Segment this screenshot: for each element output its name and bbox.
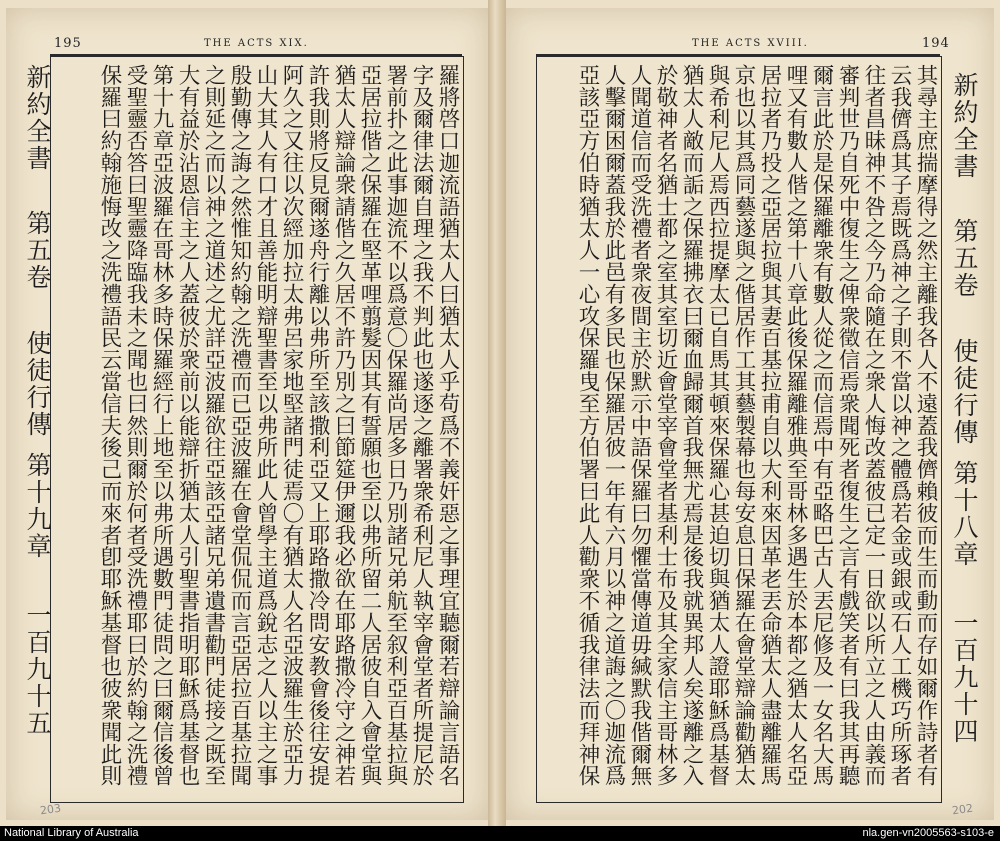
left-pencil-note: 203 <box>39 801 62 818</box>
right-page <box>506 8 994 820</box>
left-running-head: THE ACTS XIX. <box>204 38 309 49</box>
right-volume: 第五卷 <box>950 218 979 299</box>
left-leaf-number-outer: 一百九十五 <box>23 602 52 737</box>
left-margin-title <box>22 64 52 172</box>
left-volume: 第五卷 <box>23 210 52 291</box>
left-col-1: 羅將啓口迦流語猶太人曰猶太人乎苟爲不義奸惡之事理宜聽爾若辯論言語名 <box>435 64 460 787</box>
right-col-11: 於敬神者名猶士都之室其室切近會堂宰會堂者基利士布及其全家信主哥林多 <box>653 64 678 787</box>
left-col-14: 保羅曰約翰施悔改之洗禮語民云當信夫後己而來者卽耶穌基督也彼衆聞此則 <box>97 64 122 787</box>
right-running-head: THE ACTS XVIII. <box>692 38 809 49</box>
left-margin-volume <box>22 210 52 291</box>
left-book-title: 新約全書 <box>23 64 52 172</box>
left-page-number: 195 <box>54 36 82 51</box>
left-col-5: 猶太人辯論衆請偕之久居不許乃別之曰節筵伊邇我必欲在耶路撒冷守之神若 <box>331 64 356 787</box>
right-col-1: 其尋主庶揣摩得之然主離我各人不遠蓋我儕賴彼而生而動而存如爾作詩者有 <box>913 64 938 787</box>
left-margin-leaf <box>22 602 52 737</box>
left-text-body <box>54 64 460 794</box>
left-page <box>6 8 488 820</box>
left-col-3: 署前扑之此事迦流不以爲意〇保羅尚居多日乃別諸兄弟航至叙利亞百基拉與 <box>383 64 408 787</box>
right-margin-volume <box>949 218 979 299</box>
right-chapter: 第十八章 <box>950 460 979 568</box>
right-col-10: 猶太人敵而詬之保羅拂衣曰爾血歸爾首我無尤焉是後我就異邦人矣遂離之入 <box>679 64 704 787</box>
left-margin-book <box>22 330 52 438</box>
left-book-name-outer: 使徒行傳 <box>23 330 52 438</box>
right-margin-leaf <box>949 610 979 745</box>
right-col-9: 與希利尼人焉西拉提摩太已自馬其頓來保羅心甚迫切與猶太人證耶穌爲基督 <box>705 64 730 787</box>
right-col-6: 哩又有數人偕之第十八章此後保羅離雅典至哥林多遇生於本都之猶太人名亞 <box>783 64 808 787</box>
right-margin-title <box>949 72 979 180</box>
right-book-name: 使徒行傳 <box>950 338 979 446</box>
right-col-2: 云我儕爲其子焉既爲神之子則不當以神之體爲若金或銀或石人工機巧所琢者 <box>887 64 912 787</box>
left-col-9: 殷勤傳之誨之然惟知約翰之洗禮而已亞波羅在會堂侃侃而言亞居拉百基拉聞 <box>227 64 252 787</box>
right-col-5: 爾言此於是保羅離衆有數人從之而信焉中有亞略巴古人丟尼修及一女名大馬 <box>809 64 834 787</box>
footer-bar <box>0 826 1000 841</box>
right-col-4: 審判世乃自死中復生之俾衆徵信焉衆聞死者復生之言有戲笑者有曰我其再聽 <box>835 64 860 787</box>
right-col-8: 京也以其爲同藝遂與之偕居作工其藝製幕也每安息日保羅在會堂辯論勸猶太 <box>731 64 756 787</box>
right-margin-chapter <box>949 460 979 568</box>
left-col-7: 阿久之又往以次經加拉太弗呂家地堅諸門徒焉〇有猶太人名亞波羅生於亞力 <box>279 64 304 787</box>
right-col-7: 居拉者乃投之亞居拉與其妻百基拉甫自以大利來因革老丟命猶太人盡離羅馬 <box>757 64 782 787</box>
left-col-13: 受聖靈否答曰聖靈降臨我未之聞也曰然則爾於何者受洗禮耶曰於約翰之洗禮 <box>123 64 148 787</box>
right-col-12: 人聞道信而受洗禮者衆夜間主於默示中語保羅曰勿懼當傳道毋緘默我偕爾無 <box>627 64 652 787</box>
right-leaf-number: 一百九十四 <box>950 610 979 745</box>
footer-institution: National Library of Australia <box>4 827 139 839</box>
right-book-title: 新約全書 <box>950 72 979 180</box>
book-gutter <box>488 0 506 826</box>
right-col-14: 亞該亞方伯時猶太人一心攻保羅曳至方伯署曰此人勸衆不循我律法而拜神保 <box>575 64 600 787</box>
right-text-body <box>540 64 938 794</box>
right-pencil-note: 202 <box>951 801 974 818</box>
footer-identifier: nla.gen-vn2005563-s103-e <box>862 827 994 839</box>
left-margin-chapter <box>22 452 52 560</box>
right-margin-book <box>949 338 979 446</box>
left-col-11: 大有益於沾恩信主之人蓋彼於衆前以能辯折猶太人引聖書指明耶穌爲基督也 <box>175 64 200 787</box>
left-chapter: 第十九章 <box>23 452 52 560</box>
right-col-3: 往者昌昧神不咎之今乃命隨在之衆人悔改蓋彼已定一日欲以所立之人由義而 <box>861 64 886 787</box>
left-col-2: 字及爾律法爾自理之我不判此也遂逐之離署衆希利尼人執宰會堂者所提尼於 <box>409 64 434 787</box>
right-page-number: 194 <box>922 36 950 51</box>
left-col-4: 亞居拉偕之保羅在堅革哩翦髮因其有誓願也至以弗所留二人居彼自入會堂與 <box>357 64 382 787</box>
left-col-6: 許我則將反見爾遂舟行離以弗所至該撒利亞又上耶路撒冷問安教會後往安提 <box>305 64 330 787</box>
left-col-10: 之則延之而以神之道述之尤詳亞波羅欲往亞該亞諸兄弟遺書勸門徒接之既至 <box>201 64 226 787</box>
right-col-13: 人擊爾困爾蓋我於此邑有多民也保羅居彼一年有六月以神之道誨之〇迦流爲 <box>601 64 626 787</box>
left-col-8: 山大其人有口才且善能明辯聖書至以弗所此人曾學主道爲銳志之人以主之事 <box>253 64 278 787</box>
left-col-12: 第十九章亞波羅在哥林多時保羅經行上地至以弗所遇數門徒問之曰爾信後曾 <box>149 64 174 787</box>
